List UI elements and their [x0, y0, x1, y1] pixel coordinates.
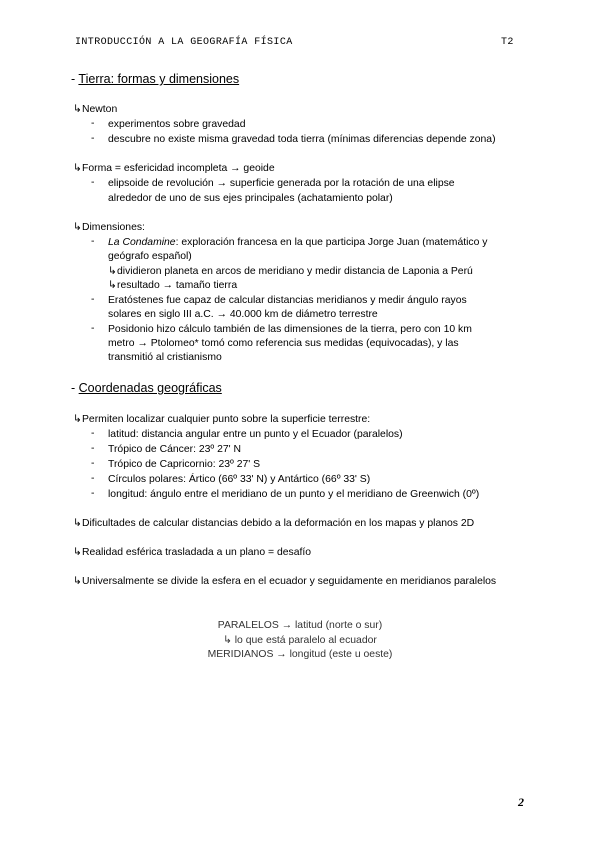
list-item: experimentos sobre gravedad [108, 119, 246, 130]
list-item: latitud: distancia angular entre un punto y el Ecuador (paralelos) [108, 429, 403, 440]
section-heading-coordinates: - Coordenadas geográficas [71, 381, 222, 395]
list-item: Trópico de Cáncer: 23º 27' N [108, 444, 242, 455]
list-item: Eratóstenes fue capaz de calcular distancias meridianos y medir ángulo rayos [108, 295, 467, 306]
list-item-continuation: metro → Ptolomeo* tomó como referencia sus medidas (equivocadas), y las [108, 338, 459, 349]
list-item-condamine: La Condamine: exploración francesa en la que participa Jorge Juan (matemático y [108, 237, 488, 248]
summary-parallels-note: ↳ lo que está paralelo al ecuador [223, 635, 377, 646]
list-item-continuation: solares en siglo III a.C. → 40.000 km de diámetro terrestre [108, 309, 378, 320]
list-item-continuation: geógrafo español) [108, 251, 192, 262]
bullet-dash: - [91, 118, 95, 129]
coordinates-intro: ↳Permiten localizar cualquier punto sobre la superficie terrestre: [73, 414, 371, 425]
note-distortion: ↳Dificultades de calcular distancias debido a la deformación en los mapas y planos 2D [73, 518, 475, 529]
section-heading-forms: - Tierra: formas y dimensiones [71, 72, 240, 86]
summary-meridians: MERIDIANOS → longitud (este u oeste) [207, 649, 393, 660]
sub-item: ↳resultado → tamaño tierra [108, 280, 238, 291]
header-title: INTRODUCCIÓN A LA GEOGRAFÍA FÍSICA [75, 37, 293, 48]
bullet-dash: - [91, 177, 95, 188]
list-item: Trópico de Capricornio: 23º 27' S [108, 459, 261, 470]
sub-item: ↳dividieron planeta en arcos de meridiano y medir distancia de Laponia a Perú [108, 266, 473, 277]
list-item-continuation: alrededor de uno de sus ejes principales (achatamiento polar) [108, 193, 393, 204]
header-code: T2 [501, 37, 514, 48]
list-item: Círculos polares: Ártico (66º 33' N) y Antártico (66º 33' S) [108, 474, 371, 485]
list-item: elipsoide de revolución → superficie generada por la rotación de una elipse [108, 178, 455, 189]
list-item: Posidonio hizo cálculo también de las dimensiones de la tierra, pero con 10 km [108, 324, 472, 335]
list-item: descubre no existe misma gravedad toda tierra (mínimas diferencias depende zona) [108, 134, 496, 145]
dimensiones-heading: ↳Dimensiones: [73, 222, 145, 233]
note-challenge: ↳Realidad esférica trasladada a un plano = desafío [73, 547, 312, 558]
bullet-dash: - [91, 488, 95, 499]
forma-heading: ↳Forma = esfericidad incompleta → geoide [73, 163, 275, 174]
bullet-dash: - [91, 133, 95, 144]
newton-heading: ↳Newton [73, 104, 118, 115]
bullet-dash: - [91, 473, 95, 484]
bullet-dash: - [91, 236, 95, 247]
list-item: longitud: ángulo entre el meridiano de un punto y el meridiano de Greenwich (0º) [108, 489, 480, 500]
bullet-dash: - [91, 428, 95, 439]
list-item-continuation: transmitió al cristianismo [108, 352, 222, 363]
bullet-dash: - [91, 323, 95, 334]
summary-parallels: PARALELOS → latitud (norte o sur) [217, 620, 383, 631]
bullet-dash: - [91, 294, 95, 305]
note-division: ↳Universalmente se divide la esfera en el ecuador y seguidamente en meridianos paralelos [73, 576, 497, 587]
bullet-dash: - [91, 458, 95, 469]
bullet-dash: - [91, 443, 95, 454]
page-number: 2 [518, 795, 524, 809]
